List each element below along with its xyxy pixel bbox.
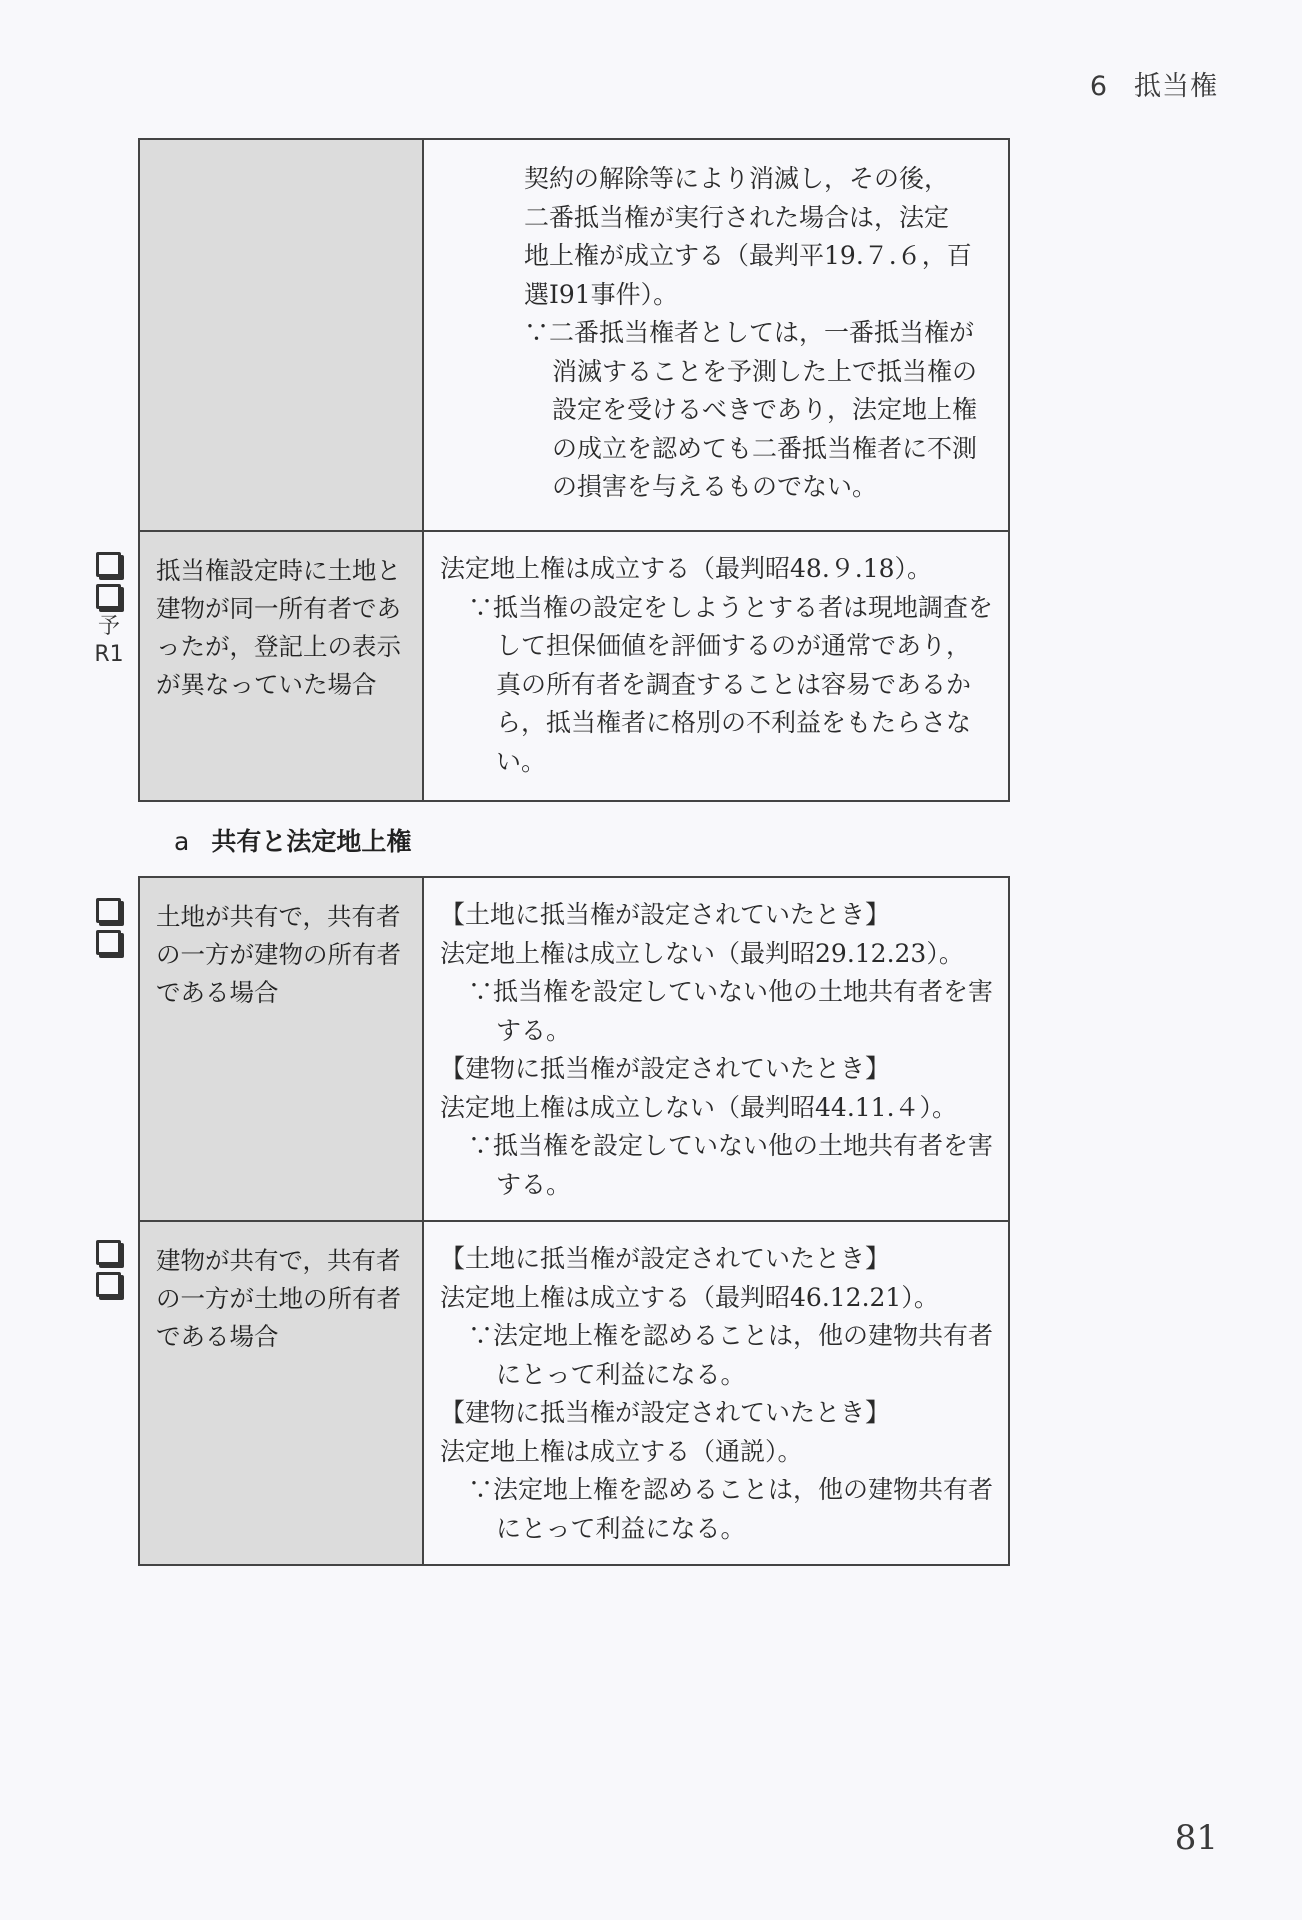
- ruling-line: 契約の解除等により消滅し，その後，: [524, 164, 950, 193]
- ruling-reason: ∵抵当権を設定していない他の土地共有者を害する。: [468, 977, 994, 1045]
- condition-text: 建物が共有で，共有者の一方が土地の所有者である場合: [156, 1246, 401, 1351]
- rules-table-2: [138, 876, 1010, 1566]
- ruling-cell: [423, 1221, 1009, 1565]
- ruling-line: 地上権が成立する（最判平19.７.６，百: [524, 241, 972, 270]
- condition-cell: [139, 1221, 423, 1565]
- checkbox-icon[interactable]: [96, 1272, 121, 1297]
- ruling-line: 二番抵当権が実行された場合は，法定: [524, 202, 950, 232]
- checkbox-icon[interactable]: [96, 930, 121, 955]
- chapter-title: 抵当権: [1134, 71, 1218, 102]
- section-heading: [174, 822, 411, 858]
- section-title: 共有と法定地上権: [211, 827, 412, 856]
- ruling-conclusion: 法定地上権は成立する（最判昭46.12.21）。: [440, 1282, 939, 1312]
- ruling-reason: ∵抵当権の設定をしようとする者は現地調査をして担保価値を評価するのが通常であり，真の所有者を調査することは容易であるから，抵当権者に格別の不利益をもたらさない。: [468, 592, 994, 776]
- checkbox-icon[interactable]: [96, 1240, 121, 1265]
- condition-cell: [139, 531, 423, 801]
- running-header: [1090, 64, 1218, 103]
- exam-marker: 予: [97, 614, 120, 639]
- ruling-reason: ∵二番抵当権者としては，一番抵当権が消滅することを予測した上で抵当権の設定を受けるべきであり，法定地上権の成立を認めても二番抵当権者に不測の損害を与えるものでない。: [524, 318, 978, 501]
- condition-cell: [139, 877, 423, 1221]
- table-row: [139, 1221, 1009, 1565]
- case-heading: 【土地に抵当権が設定されていたとき】: [440, 900, 891, 929]
- section-index: a: [174, 827, 190, 856]
- case-heading: 【建物に抵当権が設定されていたとき】: [440, 1054, 891, 1083]
- checkbox-icon[interactable]: [96, 898, 121, 923]
- ruling-cell: [423, 877, 1009, 1221]
- checkbox-icon[interactable]: [96, 584, 121, 609]
- ruling-conclusion: 法定地上権は成立する（通説）。: [440, 1436, 803, 1466]
- condition-text: 土地が共有で，共有者の一方が建物の所有者である場合: [156, 902, 401, 1007]
- table-row: [139, 139, 1009, 531]
- ruling-conclusion: 法定地上権は成立する（最判昭48.９.18）。: [440, 554, 933, 583]
- ruling-reason: ∵法定地上権を認めることは，他の建物共有者にとって利益になる。: [468, 1475, 994, 1543]
- chapter-number: 6: [1089, 71, 1108, 102]
- condition-cell: [139, 139, 423, 531]
- case-heading: 【土地に抵当権が設定されていたとき】: [440, 1244, 891, 1273]
- rules-table-1: [138, 138, 1010, 802]
- ruling-line: 選Ⅰ91事件）。: [524, 279, 679, 309]
- ruling-conclusion: 法定地上権は成立しない（最判昭44.11.４）。: [440, 1092, 958, 1122]
- table-row: [139, 877, 1009, 1221]
- page-number: 81: [1174, 1818, 1218, 1858]
- ruling-conclusion: 法定地上権は成立しない（最判昭29.12.23）。: [440, 938, 964, 968]
- exam-marker: R1: [94, 642, 124, 667]
- ruling-reason: ∵抵当権を設定していない他の土地共有者を害する。: [468, 1131, 994, 1199]
- condition-text: 抵当権設定時に土地と建物が同一所有者であったが，登記上の表示が異なっていた場合: [156, 556, 401, 699]
- ruling-reason: ∵法定地上権を認めることは，他の建物共有者にとって利益になる。: [468, 1321, 994, 1389]
- checkbox-icon[interactable]: [96, 552, 121, 577]
- case-heading: 【建物に抵当権が設定されていたとき】: [440, 1398, 891, 1427]
- ruling-cell: [423, 139, 1009, 531]
- ruling-cell: [423, 531, 1009, 801]
- table-row: [139, 531, 1009, 801]
